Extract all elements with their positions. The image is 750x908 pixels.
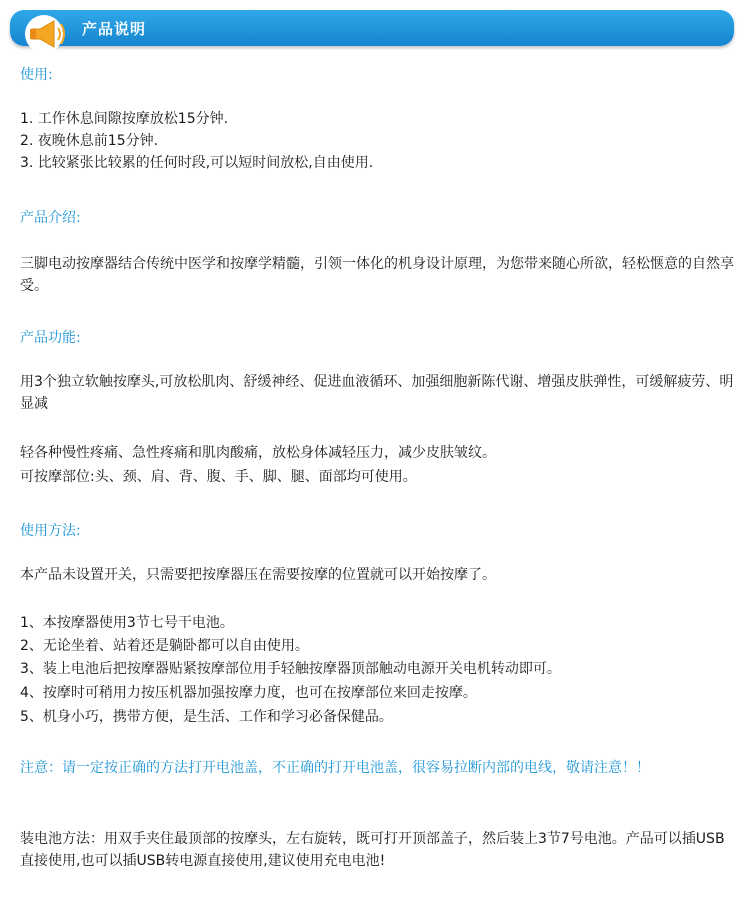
intro-heading: 产品介绍: <box>20 210 81 226</box>
features-text: 轻各种慢性疼痛、急性疼痛和肌肉酸痛，放松身体减轻压力，减少皮肤皱纹。 <box>20 445 496 461</box>
features-body-parts: 可按摩部位:头、颈、肩、背、腹、手、脚、腿、面部均可使用。 <box>20 469 417 485</box>
banner-title: 产品说明 <box>82 20 147 38</box>
usage-item: 2. 夜晚休息前15分钟. <box>20 133 159 149</box>
usage-item: 3. 比较紧张比较累的任何时段,可以短时间放松,自由使用. <box>20 155 374 171</box>
method-item: 5、机身小巧，携带方便，是生活、工作和学习必备保健品。 <box>20 709 393 725</box>
features-heading: 产品功能: <box>20 330 81 346</box>
method-item: 4、按摩时可稍用力按压机器加强按摩力度，也可在按摩部位来回走按摩。 <box>20 685 477 701</box>
usage-heading: 使用: <box>20 67 53 83</box>
battery-text: 装电池方法：用双手夹住最顶部的按摩头，左右旋转，既可打开顶部盖子，然后装上3节7号电池。产品可以插USB直接使用,也可以插USB转电源直接使用,建议使用充电电池! <box>20 831 725 869</box>
method-item: 1、本按摩器使用3节七号干电池。 <box>20 615 234 631</box>
megaphone-icon <box>18 12 74 56</box>
intro-text: 三脚电动按摩器结合传统中医学和按摩学精髓，引领一体化的机身设计原理，为您带来随心所欲，轻松惬意的自然享受。 <box>20 256 734 294</box>
method-item: 3、装上电池后把按摩器贴紧按摩部位用手轻触按摩器顶部触动电源开关电机转动即可。 <box>20 661 561 677</box>
method-heading: 使用方法: <box>20 523 81 539</box>
method-item: 2、无论坐着、站着还是躺卧都可以自由使用。 <box>20 638 309 654</box>
header-banner <box>10 10 734 46</box>
usage-item: 1. 工作休息间隙按摩放松15分钟. <box>20 111 229 127</box>
method-text: 本产品未设置开关，只需要把按摩器压在需要按摩的位置就可以开始按摩了。 <box>20 567 496 583</box>
notice-text: 注意：请一定按正确的方法打开电池盖，不正确的打开电池盖，很容易拉断内部的电线，敬请注意！！ <box>20 760 650 776</box>
features-text: 用3个独立软触按摩头,可放松肌肉、舒缓神经、促进血液循环、加强细胞新陈代谢、增强皮肤弹性，可缓解疲劳、明显减 <box>20 374 734 412</box>
